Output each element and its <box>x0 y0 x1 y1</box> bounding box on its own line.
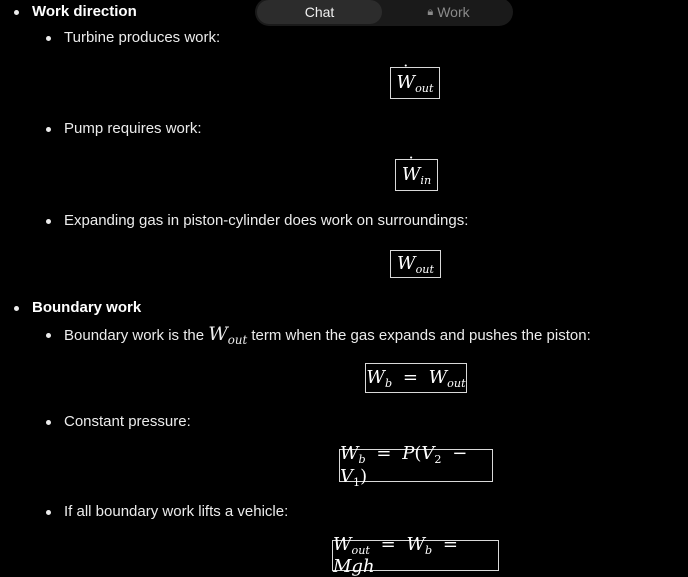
bullet-icon <box>46 333 51 338</box>
tab-work[interactable] <box>386 0 511 24</box>
math-p: P <box>402 442 415 464</box>
list-item-boundary-definition <box>64 323 591 347</box>
math-equals: = <box>402 366 418 388</box>
equation-constant-pressure <box>339 442 493 489</box>
math-sub-out: out <box>415 81 434 95</box>
section-title-boundary-work: Boundary work <box>32 299 142 316</box>
math-w: W <box>333 533 352 555</box>
list-item-pump: Pump requires work: <box>64 120 202 137</box>
math-sub-b: b <box>384 376 393 390</box>
inline-w-out <box>208 323 248 348</box>
list-item-constant-pressure: Constant pressure: <box>64 413 191 430</box>
boundary-text-suffix: term when the gas expands and pushes the piston: <box>251 327 591 344</box>
tab-chat[interactable] <box>257 0 382 24</box>
math-w: W <box>428 366 448 388</box>
math-equals: = <box>442 533 458 555</box>
tab-chat-label: Chat <box>304 4 335 20</box>
math-w: W <box>397 252 416 274</box>
bullet-icon <box>14 10 19 15</box>
math-lparen: ( <box>414 442 422 464</box>
bullet-icon <box>46 219 51 224</box>
mode-toggle <box>255 0 513 26</box>
math-minus: − <box>452 442 468 464</box>
equation-mgh <box>332 533 499 577</box>
math-sub-b: b <box>424 543 433 557</box>
math-equals: = <box>376 442 392 464</box>
math-sub-b: b <box>358 452 366 466</box>
math-w: ˙ W <box>402 164 421 185</box>
math-sub-out: out <box>227 333 248 348</box>
list-item-expanding-gas: Expanding gas in piston-cylinder does work on surroundings: <box>64 212 469 229</box>
list-item-turbine: Turbine produces work: <box>64 29 221 46</box>
math-rparen: ) <box>360 465 368 487</box>
math-mgh: Mgh <box>333 556 375 577</box>
equation-w-out <box>390 250 441 278</box>
math-sub-in: in <box>420 173 432 187</box>
math-sub-out: out <box>415 262 434 276</box>
section-title-work-direction: Work direction <box>32 3 137 20</box>
tab-work-label: Work <box>437 4 470 20</box>
math-equals: = <box>380 533 396 555</box>
math-sub-1: 1 <box>353 475 361 489</box>
bullet-icon <box>46 510 51 515</box>
bullet-icon <box>14 306 19 311</box>
lock-icon: 🔒︎ <box>427 5 434 18</box>
math-sub-out: out <box>447 376 466 390</box>
math-sub-out: out <box>351 543 370 557</box>
math-w: W <box>208 323 228 345</box>
math-w: ˙ W <box>397 72 416 93</box>
bullet-icon <box>46 36 51 41</box>
bullet-icon <box>46 420 51 425</box>
math-v: V <box>340 465 353 487</box>
equation-wb-eq-wout <box>365 363 467 393</box>
math-w: W <box>406 533 425 555</box>
math-w: W <box>366 366 385 388</box>
boundary-text-prefix: Boundary work is the <box>64 327 205 344</box>
math-v: V <box>421 442 435 464</box>
list-item-lifts-vehicle: If all boundary work lifts a vehicle: <box>64 503 289 520</box>
equation-w-out-dot <box>390 67 440 99</box>
equation-w-in-dot <box>395 159 438 191</box>
bullet-icon <box>46 127 51 132</box>
math-sub-2: 2 <box>434 452 442 466</box>
math-w: W <box>340 442 359 464</box>
